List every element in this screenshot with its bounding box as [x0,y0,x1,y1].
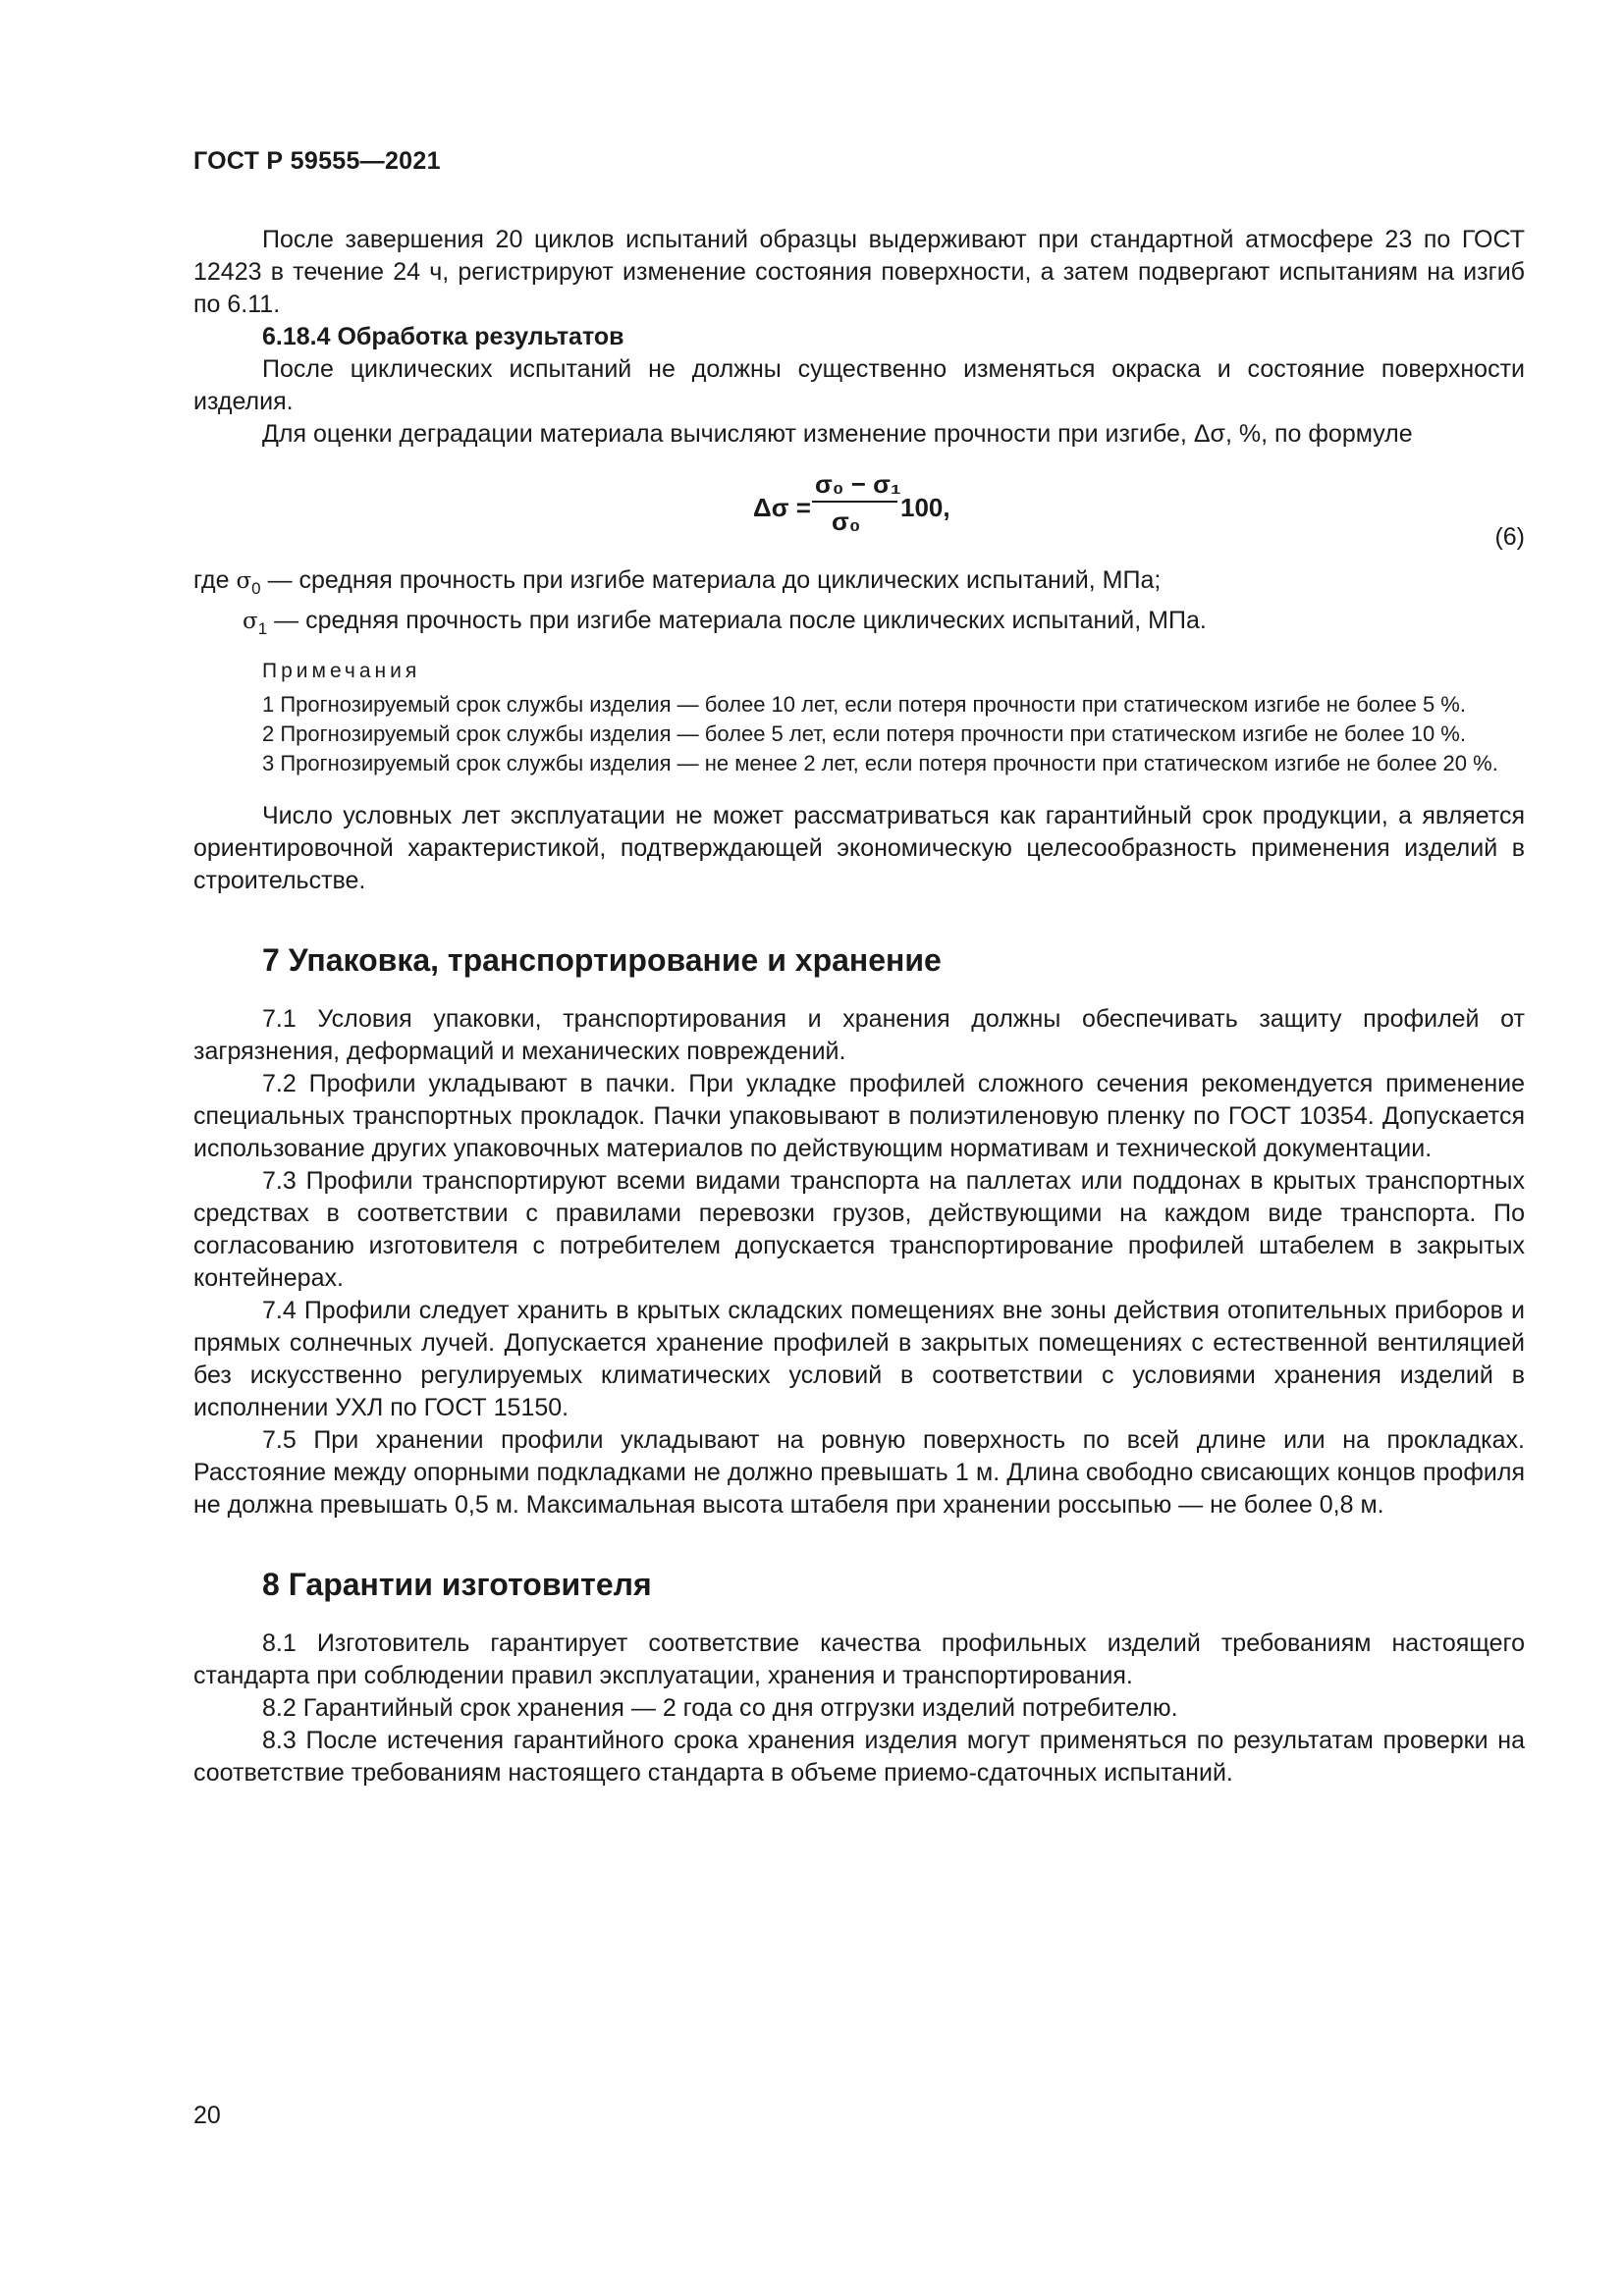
note-item: 3 Прогнозируемый срок службы изделия — не менее 2 лет, если потеря прочности при статическом изгибе не более 20 %. [262,751,1498,775]
legend-subscript: 1 [257,619,268,638]
legend-prefix: где [193,566,230,594]
subsection-heading: 6.18.4 Обработка результатов [262,323,624,350]
section-title: 8 Гарантии изготовителя [262,1567,652,1602]
document-header: ГОСТ Р 59555—2021 [193,147,441,175]
equation-number: (6) [1494,523,1525,551]
legend-symbol: σ [243,609,258,634]
section-title: 7 Упаковка, транспортирование и хранение [262,942,942,978]
formula-block [193,451,1525,564]
paragraph: 7.2 Профили укладывают в пачки. При укладке профилей сложного сечения рекомендуется применение специальных транспортных прокладок. Пачки упаковывают в полиэтиленовую пленку по ГОСТ 10354. Допускается использование других упаковочных материалов по действующим нормативам и технической документации. [193,1070,1525,1162]
paragraph: Для оценки деградации материала вычисляют изменение прочности при изгибе, Δσ, %, по формуле [262,420,1413,448]
paragraph: 7.1 Условия упаковки, транспортирования и хранения должны обеспечивать защиту профилей от загрязнения, деформаций и механических повреждений. [193,1005,1525,1065]
paragraph: После завершения 20 циклов испытаний образцы выдерживают при стандартной атмосфере 23 по ГОСТ 12423 в течение 24 ч, регистрируют изменение состояния поверхности, а затем подвергают испытаниям на изгиб по 6.11. [193,226,1525,318]
fraction-bar [812,501,897,503]
page-number: 20 [193,2102,221,2129]
paragraph: 8.1 Изготовитель гарантирует соответствие качества профильных изделий требованиям настоящего стандарта при соблюдении правил эксплуатации, хранения и транспортирования. [193,1629,1525,1689]
formula-numerator: σ₀ − σ₁ [815,469,901,499]
paragraph: 8.3 После истечения гарантийного срока хранения изделия могут применяться по результатам проверки на соответствие требованиям настоящего стандарта в объеме приемо-сдаточных испытаний. [193,1727,1525,1787]
formula-lhs: Δσ = [753,493,811,522]
paragraph: 8.2 Гарантийный срок хранения — 2 года со дня отгрузки изделий потребителю. [262,1694,1178,1722]
formula-denominator: σ₀ [832,507,861,536]
paragraph: 7.4 Профили следует хранить в крытых складских помещениях вне зоны действия отопительных приборов и прямых солнечных лучей. Допускается хранение профилей в закрытых помещениях с естественной вентиляцией без искусственно регулируемых климатических условий в соответствии с условиями хранения изделий в исполнении УХЛ по ГОСТ 15150. [193,1297,1525,1421]
notes-block [193,657,1525,778]
legend-subscript: 0 [251,579,261,598]
notes-title: Примечания [262,660,421,682]
formula-multiplier: 100, [900,493,950,522]
paragraph: Число условных лет эксплуатации не может рассматриваться как гарантийный срок продукции, а является ориентировочной характеристикой, подтверждающей экономическую целесообразность применения изделий в строительстве. [193,802,1525,894]
note-item: 1 Прогнозируемый срок службы изделия — более 10 лет, если потеря прочности при статическом изгибе не более 5 %. [262,692,1466,717]
legend-symbol: σ [236,568,252,594]
paragraph: После циклических испытаний не должны существенно изменяться окраска и состояние поверхности изделия. [193,355,1525,415]
legend-text: — средняя прочность при изгибе материала после циклических испытаний, МПа. [274,607,1207,634]
legend-text: — средняя прочность при изгибе материала до циклических испытаний, МПа; [267,566,1162,594]
legend-line [193,564,1525,605]
legend-line [193,605,1525,645]
paragraph: 7.3 Профили транспортируют всеми видами транспорта на паллетах или поддонах в крытых транспортных средствах в соответствии с правилами перевозки грузов, действующими на каждом виде транспорта. По согласованию изготовителя с потребителем допускается транспортирование профилей штабелем в закрытых контейнерах. [193,1167,1525,1292]
formula-legend [193,564,1525,645]
paragraph: 7.5 При хранении профили укладывают на ровную поверхность по всей длине или на прокладках. Расстояние между опорными подкладками не должно превышать 1 м. Длина свободно свисающих концов профиля не должна превышать 0,5 м. Максимальная высота штабеля при хранении россыпью — не более 0,8 м. [193,1426,1525,1519]
note-item: 2 Прогнозируемый срок службы изделия — более 5 лет, если потеря прочности при статическом изгибе не более 10 %. [262,721,1466,746]
page-content [193,224,1525,1789]
